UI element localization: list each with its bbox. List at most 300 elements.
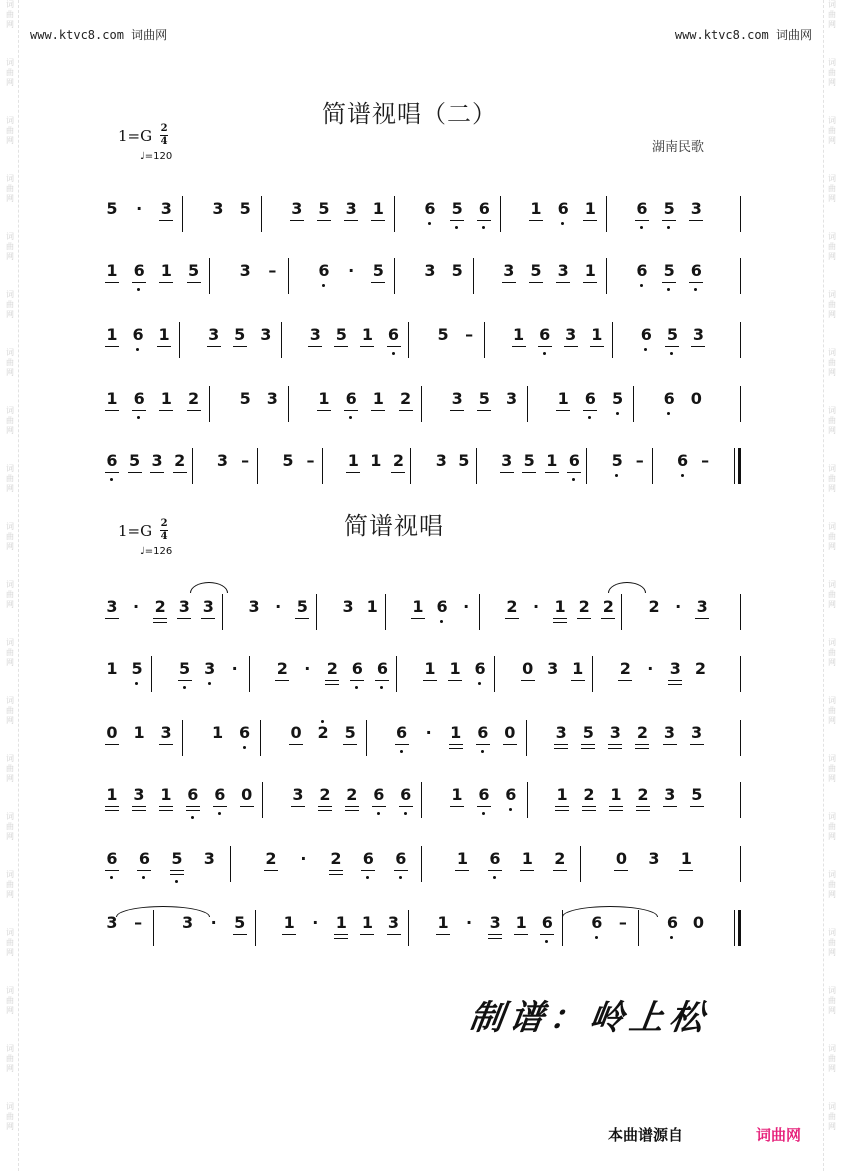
note: 5 <box>186 262 202 280</box>
note: 1 <box>447 660 463 678</box>
song1-key: 1=G <box>118 126 153 145</box>
note: 6 <box>131 262 147 280</box>
barline <box>209 386 210 422</box>
note: 0 <box>239 786 255 804</box>
note: 3 <box>690 326 706 344</box>
note: 1 <box>106 659 118 678</box>
note: 6 <box>476 786 492 804</box>
score-row <box>0 386 842 424</box>
note: 3 <box>290 786 306 804</box>
note: 3 <box>343 200 359 218</box>
note: 5 <box>316 200 332 218</box>
note: 6 <box>688 262 704 280</box>
watermark-char: 词 <box>6 928 14 937</box>
note: 3 <box>505 389 518 408</box>
barline <box>479 594 480 630</box>
barline <box>527 386 528 422</box>
note: 5 <box>664 326 680 344</box>
note: 1 <box>449 786 465 804</box>
note: 3 <box>547 659 559 678</box>
note: 1 <box>582 200 598 218</box>
note: 6 <box>555 200 571 218</box>
watermark-char: 词 <box>828 928 836 937</box>
barline <box>740 386 741 422</box>
note: 5 <box>239 389 251 408</box>
watermark-char: 网 <box>828 136 836 145</box>
note: 6 <box>371 786 387 804</box>
note: 0 <box>690 389 702 408</box>
watermark-char: 曲 <box>828 184 836 193</box>
note: 3 <box>131 786 147 804</box>
note: 1 <box>554 786 570 804</box>
watermark-char: 词 <box>828 986 836 995</box>
note: 2 <box>317 786 333 804</box>
note: 3 <box>206 326 222 344</box>
note: 1 <box>370 451 382 470</box>
note: 5 <box>333 326 349 344</box>
song1-tempo: ♩=120 <box>140 151 173 162</box>
watermark-char: 词 <box>828 580 836 589</box>
note: 3 <box>449 390 465 408</box>
note: 1 <box>211 723 224 742</box>
song2-time-denominator: 4 <box>160 531 168 542</box>
barline <box>249 656 250 692</box>
note: 1 <box>435 914 451 932</box>
watermark-char: 网 <box>6 1122 14 1131</box>
watermark-char: 词 <box>828 290 836 299</box>
note: 1 <box>519 850 535 868</box>
watermark-char: 曲 <box>6 532 14 541</box>
dash-note: – <box>268 261 277 280</box>
dash-note: – <box>635 451 644 470</box>
watermark-char: 词 <box>828 116 836 125</box>
watermark-char: 词 <box>6 522 14 531</box>
note: 6 <box>131 390 147 408</box>
note: 3 <box>200 598 216 616</box>
note: 5 <box>342 724 358 742</box>
barline <box>527 782 528 818</box>
note: 2 <box>694 659 706 678</box>
song2-title: 简谱视唱 <box>344 512 444 540</box>
watermark-char: 词 <box>6 0 14 9</box>
note: 6 <box>104 850 120 868</box>
watermark-char: 曲 <box>828 358 836 367</box>
barline <box>322 448 323 484</box>
note: 1 <box>589 326 605 344</box>
watermark-char: 词 <box>6 1044 14 1053</box>
note: 3 <box>212 199 224 218</box>
watermark-char: 词 <box>828 812 836 821</box>
note: 2 <box>328 850 344 868</box>
watermark-char: 词 <box>828 464 836 473</box>
barline <box>281 322 282 358</box>
note: 5 <box>661 200 677 218</box>
watermark-char: 曲 <box>828 416 836 425</box>
note: 1 <box>608 786 624 804</box>
note: 2 <box>274 660 290 678</box>
note: 3 <box>342 597 354 616</box>
barline <box>421 386 422 422</box>
footer-source-label: 本曲谱源自 <box>608 1126 684 1144</box>
watermark-char: 网 <box>6 136 14 145</box>
augmentation-dot: · <box>647 659 654 678</box>
watermark-char: 词 <box>828 174 836 183</box>
note: 6 <box>675 452 691 470</box>
watermark-char: 曲 <box>6 590 14 599</box>
note: 6 <box>185 786 201 804</box>
note: 5 <box>232 326 248 344</box>
note: 3 <box>694 598 710 616</box>
watermark-char: 曲 <box>6 880 14 889</box>
watermark-char: 曲 <box>828 1112 836 1121</box>
note: 3 <box>689 724 705 742</box>
watermark-char: 词 <box>828 870 836 879</box>
augmentation-dot: · <box>425 723 432 742</box>
watermark-char: 词 <box>828 754 836 763</box>
watermark-char: 网 <box>6 426 14 435</box>
watermark-char: 曲 <box>6 764 14 773</box>
note: 6 <box>393 850 409 868</box>
dash-note: – <box>701 451 710 470</box>
note: 3 <box>648 849 660 868</box>
watermark-char: 网 <box>828 1064 836 1073</box>
barline <box>255 910 256 946</box>
note: 6 <box>475 724 491 742</box>
note: 2 <box>344 786 360 804</box>
watermark-char: 词 <box>828 1102 836 1111</box>
watermark-char: 网 <box>828 542 836 551</box>
watermark-char: 词 <box>6 870 14 879</box>
note: 5 <box>232 914 248 932</box>
watermark-char: 曲 <box>6 996 14 1005</box>
watermark-char: 词 <box>828 348 836 357</box>
watermark-char: 网 <box>828 252 836 261</box>
note: 6 <box>398 786 414 804</box>
note: 2 <box>263 850 279 868</box>
watermark-char: 曲 <box>828 1054 836 1063</box>
barline <box>182 720 183 756</box>
right-watermark-strip <box>823 0 840 1171</box>
watermark-char: 网 <box>828 948 836 957</box>
note: 1 <box>158 262 174 280</box>
augmentation-dot: · <box>312 913 319 932</box>
watermark-char: 词 <box>6 174 14 183</box>
note: 3 <box>260 325 272 344</box>
note: 1 <box>570 660 586 678</box>
watermark-char: 网 <box>6 1006 14 1015</box>
note: 2 <box>552 850 568 868</box>
watermark-char: 曲 <box>6 706 14 715</box>
barline <box>740 656 741 692</box>
note: 0 <box>613 850 629 868</box>
note: 1 <box>316 390 332 408</box>
watermark-char: 曲 <box>6 1112 14 1121</box>
watermark-char: 曲 <box>6 358 14 367</box>
note: 3 <box>106 913 118 932</box>
note: 2 <box>648 597 660 616</box>
note: 2 <box>600 598 616 616</box>
song1-origin: 湖南民歌 <box>652 140 705 155</box>
note: 6 <box>634 262 650 280</box>
barline <box>740 322 741 358</box>
watermark-char: 网 <box>828 194 836 203</box>
score-row <box>0 448 842 486</box>
note: 0 <box>288 724 304 742</box>
note: 6 <box>343 390 359 408</box>
barline <box>421 782 422 818</box>
watermark-char: 词 <box>6 696 14 705</box>
note: 3 <box>563 326 579 344</box>
watermark-char: 网 <box>828 1122 836 1131</box>
note: 5 <box>661 262 677 280</box>
watermark-char: 曲 <box>6 184 14 193</box>
footer-brand-link[interactable]: 词曲网 <box>756 1126 802 1144</box>
note: 3 <box>158 200 174 218</box>
note: 6 <box>374 660 390 678</box>
note: 0 <box>520 660 536 678</box>
barline <box>385 594 386 630</box>
note: 1 <box>454 850 470 868</box>
watermark-char: 网 <box>6 774 14 783</box>
watermark-char: 词 <box>828 0 836 9</box>
watermark-char: 词 <box>6 812 14 821</box>
note: 3 <box>662 724 678 742</box>
note: 3 <box>182 913 194 932</box>
watermark-char: 词 <box>6 580 14 589</box>
barline <box>396 656 397 692</box>
barline <box>230 846 231 882</box>
watermark-char: 曲 <box>828 648 836 657</box>
note: 5 <box>239 199 251 218</box>
watermark-char: 词 <box>828 638 836 647</box>
note: 6 <box>664 914 680 932</box>
note: 3 <box>248 597 260 616</box>
note: 6 <box>360 850 376 868</box>
note: 1 <box>678 850 694 868</box>
note: 1 <box>370 390 386 408</box>
watermark-char: 网 <box>6 194 14 203</box>
augmentation-dot: · <box>210 913 217 932</box>
watermark-char: 曲 <box>828 938 836 947</box>
barline <box>740 594 741 630</box>
watermark-char: 网 <box>828 832 836 841</box>
watermark-char: 词 <box>6 754 14 763</box>
note: 5 <box>129 660 145 678</box>
note: 1 <box>366 597 378 616</box>
note: 5 <box>610 390 626 408</box>
augmentation-dot: · <box>275 597 282 616</box>
score-row <box>0 720 842 758</box>
watermark-char: 网 <box>6 716 14 725</box>
barline <box>621 594 622 630</box>
barline <box>476 448 477 484</box>
barline <box>606 258 607 294</box>
note: 3 <box>553 724 569 742</box>
watermark-char: 词 <box>6 232 14 241</box>
note: 5 <box>521 452 537 470</box>
barline <box>612 322 613 358</box>
watermark-char: 网 <box>828 1006 836 1015</box>
header-url-right[interactable]: www.ktvc8.com 词曲网 <box>674 28 812 42</box>
note: 2 <box>315 724 331 742</box>
note: 6 <box>434 598 450 616</box>
watermark-char: 曲 <box>828 822 836 831</box>
note: 6 <box>104 452 120 470</box>
barline <box>260 720 261 756</box>
watermark-char: 网 <box>6 252 14 261</box>
barline <box>633 386 634 422</box>
note: 5 <box>689 786 705 804</box>
barline <box>394 196 395 232</box>
augmentation-dot: · <box>532 597 540 616</box>
song1-time-numerator: 2 <box>160 123 168 134</box>
score-row <box>0 258 842 296</box>
watermark-char: 网 <box>6 542 14 551</box>
tie-arc <box>608 582 646 593</box>
watermark-char: 网 <box>6 1064 14 1073</box>
dash-note: – <box>465 325 474 344</box>
song2-time-numerator: 2 <box>160 518 168 529</box>
song1-time-signature <box>160 124 168 147</box>
watermark-char: 网 <box>828 890 836 899</box>
score-row <box>0 594 842 632</box>
note: 2 <box>581 786 597 804</box>
watermark-char: 词 <box>6 464 14 473</box>
watermark-char: 词 <box>6 58 14 67</box>
watermark-char: 网 <box>828 20 836 29</box>
note: 0 <box>104 724 120 742</box>
barline <box>652 448 653 484</box>
barline <box>740 196 741 232</box>
note: 5 <box>476 390 492 408</box>
barline <box>592 656 593 692</box>
note: 1 <box>158 390 174 408</box>
song2-key-signature <box>118 519 172 557</box>
note: 6 <box>582 390 598 408</box>
note: 6 <box>472 660 488 678</box>
left-watermark-strip <box>2 0 19 1171</box>
song1-key-signature <box>118 124 172 162</box>
note: 5 <box>282 451 294 470</box>
note: 3 <box>688 200 704 218</box>
watermark-char: 词 <box>6 986 14 995</box>
watermark-char: 曲 <box>828 10 836 19</box>
augmentation-dot: · <box>304 659 311 678</box>
augmentation-dot: · <box>463 597 470 616</box>
tie-arc <box>190 582 228 593</box>
barline <box>366 720 367 756</box>
note: 1 <box>448 724 464 742</box>
watermark-char: 曲 <box>6 648 14 657</box>
note: 1 <box>345 452 361 470</box>
watermark-char: 网 <box>6 948 14 957</box>
watermark-char: 网 <box>6 890 14 899</box>
note: 3 <box>662 786 678 804</box>
watermark-char: 曲 <box>828 242 836 251</box>
note: 1 <box>133 723 145 742</box>
watermark-char: 曲 <box>828 474 836 483</box>
note: 2 <box>635 786 651 804</box>
note: 2 <box>186 390 202 408</box>
note: 3 <box>435 451 447 470</box>
barline <box>151 656 152 692</box>
watermark-char: 网 <box>828 716 836 725</box>
watermark-char: 网 <box>6 832 14 841</box>
note: 6 <box>638 326 654 344</box>
barline <box>740 846 741 882</box>
note: 6 <box>476 200 492 218</box>
note: 2 <box>617 660 633 678</box>
note: 6 <box>539 914 555 932</box>
barline <box>261 196 262 232</box>
note: 3 <box>501 262 517 280</box>
watermark-char: 曲 <box>6 68 14 77</box>
note: 5 <box>177 660 193 678</box>
watermark-char: 曲 <box>828 996 836 1005</box>
note: 2 <box>504 598 520 616</box>
watermark-char: 词 <box>6 290 14 299</box>
note: 6 <box>386 326 402 344</box>
note: 1 <box>422 660 438 678</box>
watermark-char: 网 <box>828 78 836 87</box>
watermark-char: 词 <box>828 696 836 705</box>
header-url-left[interactable]: www.ktvc8.com 词曲网 <box>30 28 168 42</box>
watermark-char: 网 <box>828 600 836 609</box>
song2-tempo: ♩=126 <box>140 546 173 557</box>
note: 1 <box>410 598 426 616</box>
note: 2 <box>634 724 650 742</box>
note: 6 <box>130 326 146 344</box>
barline <box>410 448 411 484</box>
augmentation-dot: · <box>231 659 238 678</box>
watermark-char: 网 <box>828 368 836 377</box>
watermark-char: 网 <box>6 658 14 667</box>
watermark-char: 词 <box>6 638 14 647</box>
barline <box>288 386 289 422</box>
note: 3 <box>487 914 503 932</box>
watermark-char: 词 <box>828 58 836 67</box>
note: 2 <box>398 390 414 408</box>
note: 1 <box>281 914 297 932</box>
watermark-char: 曲 <box>6 242 14 251</box>
barline <box>494 656 495 692</box>
song1-title: 简谱视唱（二） <box>322 100 497 128</box>
note: 3 <box>307 326 323 344</box>
note: 2 <box>324 660 340 678</box>
note: 6 <box>394 724 410 742</box>
note: 5 <box>580 724 596 742</box>
note: 5 <box>437 325 449 344</box>
note: 6 <box>487 850 503 868</box>
watermark-char: 词 <box>6 116 14 125</box>
note: 5 <box>451 261 463 280</box>
barline <box>421 846 422 882</box>
watermark-char: 网 <box>828 484 836 493</box>
note: 6 <box>422 200 438 218</box>
final-barline <box>734 910 735 946</box>
barline <box>473 258 474 294</box>
note: 1 <box>359 326 375 344</box>
watermark-char: 网 <box>6 310 14 319</box>
barline <box>580 846 581 882</box>
note: 3 <box>203 849 215 868</box>
watermark-char: 词 <box>828 522 836 531</box>
note: 6 <box>316 262 332 280</box>
augmentation-dot: · <box>133 597 140 616</box>
barline <box>394 258 395 294</box>
watermark-char: 曲 <box>828 880 836 889</box>
note: 0 <box>692 913 705 932</box>
